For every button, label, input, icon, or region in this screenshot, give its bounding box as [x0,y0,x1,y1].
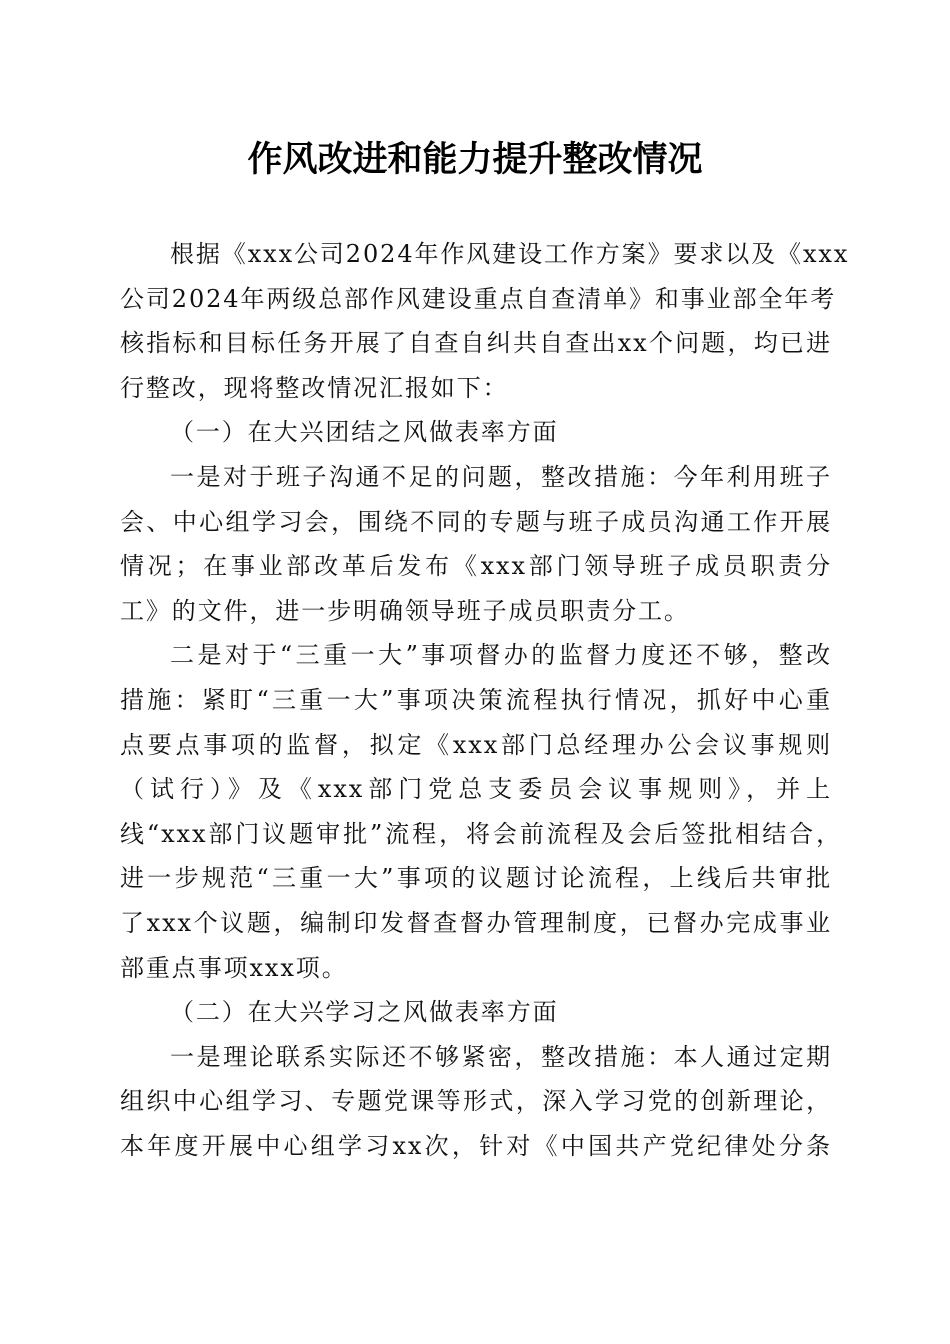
paragraph-intro-line: 公司2024年两级总部作风建设重点自查清单》和事业部全年考 [120,284,837,313]
paragraph-intro-line: 核指标和目标任务开展了自查自纠共自查出xx个问题，均已进 [120,329,832,358]
paragraph-1-2-line: 措施：紧盯“三重一大”事项决策流程执行情况，抓好中心重 [120,685,832,714]
paragraph-1-2-line: 进一步规范“三重一大”事项的议题讨论流程，上线后共审批 [120,864,832,893]
paragraph-intro-line: 行整改，现将整改情况汇报如下： [120,373,509,402]
paragraph-1-2-line: （试行）》及《xxx部门党总支委员会议事规则》，并上 [120,775,832,804]
paragraph-1-2-line: 部重点事项xxx项。 [120,953,348,982]
paragraph-1-2-line: 线“xxx部门议题审批”流程，将会前流程及会后签批相结合， [120,819,842,848]
paragraph-1-2-line: 二是对于“三重一大”事项督办的监督力度还不够，整改 [170,641,832,670]
paragraph-1-2-line: 了xxx个议题，编制印发督查督办管理制度，已督办完成事业 [120,908,832,937]
paragraph-1-1-line: 会、中心组学习会，围绕不同的专题与班子成员沟通工作开展 [120,507,832,536]
section-heading-1: （一）在大兴团结之风做表率方面 [170,418,559,447]
document-body [120,232,850,1168]
document-title: 作风改进和能力提升整改情况 [247,139,703,180]
paragraph-1-1-line: 情况；在事业部改革后发布《xxx部门领导班子成员职责分 [120,552,832,581]
paragraph-1-1-line: 一是对于班子沟通不足的问题，整改措施：今年利用班子 [170,462,832,491]
paragraph-2-1-line: 一是理论联系实际还不够紧密，整改措施：本人通过定期 [170,1042,832,1071]
paragraph-intro-line: 根据《xxx公司2024年作风建设工作方案》要求以及《xxx [170,240,850,268]
paragraph-2-1-line: 组织中心组学习、专题党课等形式，深入学习党的创新理论， [120,1087,832,1116]
paragraph-2-1-line: 本年度开展中心组学习xx次，针对《中国共产党纪律处分条 [120,1131,832,1160]
paragraph-1-1-line: 工》的文件，进一步明确领导班子成员职责分工。 [120,596,690,625]
section-heading-2: （二）在大兴学习之风做表率方面 [170,998,559,1027]
paragraph-1-2-line: 点要点事项的监督，拟定《xxx部门总经理办公会议事规则 [120,730,832,759]
